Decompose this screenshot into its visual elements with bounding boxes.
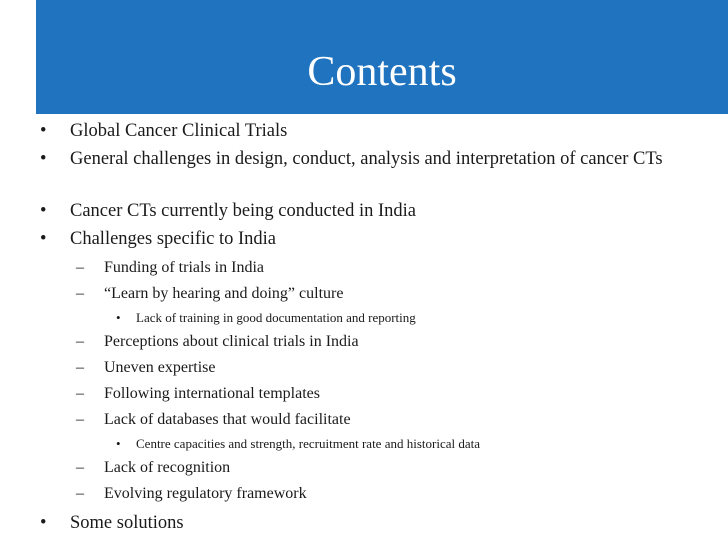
- list-item-text: Lack of databases that would facilitate: [104, 411, 351, 428]
- dash-marker: –: [76, 485, 84, 502]
- list-item-text: Perceptions about clinical trials in India: [104, 333, 359, 350]
- dash-marker: –: [76, 359, 84, 376]
- list-item-text: Some solutions: [70, 513, 184, 533]
- list-item-text: Challenges specific to India: [70, 229, 277, 249]
- list-item-text: Lack of training in good documentation and reporting: [136, 310, 416, 325]
- bullet-marker: •: [40, 229, 47, 249]
- list-item-text: “Learn by hearing and doing” culture: [104, 285, 344, 302]
- list-item-text: Evolving regulatory framework: [104, 485, 307, 502]
- list-item-text: Centre capacities and strength, recruitment rate and historical data: [136, 436, 480, 451]
- dash-marker: –: [76, 259, 84, 276]
- title-bar: [36, 0, 728, 114]
- bullet-marker: •: [116, 436, 121, 451]
- dash-marker: –: [76, 285, 84, 302]
- slide-title: Contents: [307, 49, 457, 95]
- dash-marker: –: [76, 333, 84, 350]
- list-item-text: Following international templates: [104, 385, 320, 402]
- list-item-text: General challenges in design, conduct, analysis and interpretation of cancer CTs: [70, 149, 663, 169]
- list-item-text: Cancer CTs currently being conducted in India: [70, 201, 416, 221]
- bullet-marker: •: [40, 149, 47, 169]
- dash-marker: –: [76, 411, 84, 428]
- dash-marker: –: [76, 385, 84, 402]
- list-item-text: Global Cancer Clinical Trials: [70, 121, 288, 141]
- bullet-marker: •: [40, 121, 47, 141]
- bullet-marker: •: [40, 201, 47, 221]
- bullet-marker: •: [40, 513, 47, 533]
- list-item-text: Uneven expertise: [104, 359, 216, 376]
- dash-marker: –: [76, 459, 84, 476]
- list-item-text: Funding of trials in India: [104, 259, 264, 276]
- list-item-text: Lack of recognition: [104, 459, 231, 476]
- bullet-marker: •: [116, 310, 121, 325]
